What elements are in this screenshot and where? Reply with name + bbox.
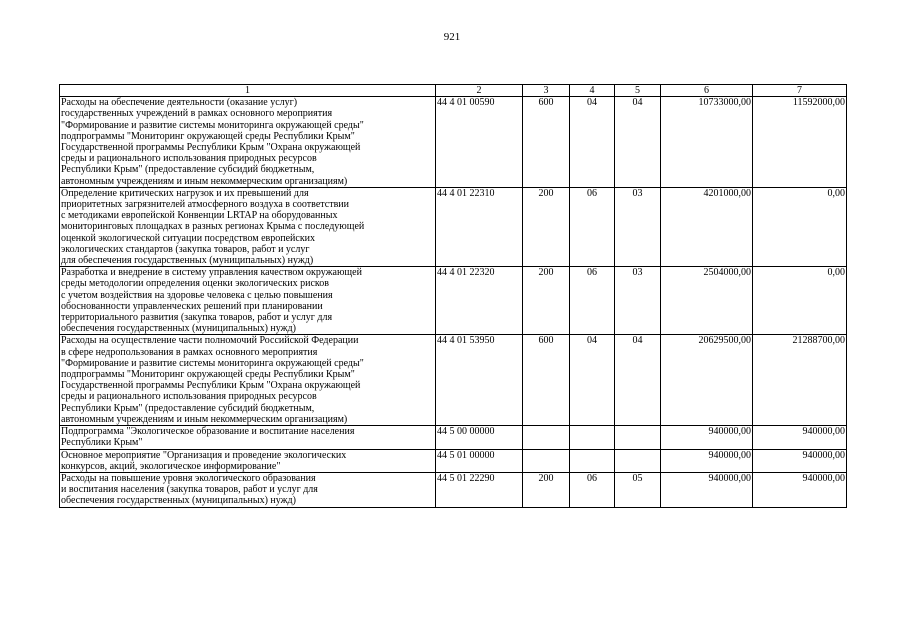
target-code-cell: 44 5 01 22290: [436, 472, 523, 507]
expense-type-cell: 200: [523, 187, 570, 266]
table-row: [60, 335, 847, 426]
section-cell: [570, 426, 615, 449]
amount-year1-cell: 940000,00: [661, 449, 753, 472]
page-number: 921: [443, 31, 461, 43]
subsection-cell: [615, 449, 661, 472]
expense-type-cell: 200: [523, 267, 570, 335]
subsection-cell: 03: [615, 267, 661, 335]
table-header-row: [60, 85, 847, 97]
table-row: [60, 426, 847, 449]
target-code-cell: 44 5 00 00000: [436, 426, 523, 449]
section-cell: 04: [570, 335, 615, 426]
amount-year1-cell: 10733000,00: [661, 97, 753, 188]
expense-type-cell: 600: [523, 335, 570, 426]
target-code-cell: 44 4 01 53950: [436, 335, 523, 426]
subsection-cell: 04: [615, 97, 661, 188]
target-code-cell: 44 4 01 22310: [436, 187, 523, 266]
amount-year2-cell: 0,00: [753, 267, 847, 335]
target-code-cell: 44 4 01 22320: [436, 267, 523, 335]
column-header-1: 1: [60, 85, 436, 97]
subsection-cell: 05: [615, 472, 661, 507]
section-cell: 06: [570, 187, 615, 266]
table-row: [60, 97, 847, 188]
table-row: [60, 449, 847, 472]
column-header-3: 3: [523, 85, 570, 97]
subsection-cell: 03: [615, 187, 661, 266]
expense-name-cell: Разработка и внедрение в систему управления качеством окружающей среды методологии определения оценки экологических рисков с учетом воздействия на здоровье человека с целью повышения обоснованности управленческих решений при планировании территориального развития (закупка товаров, работ и услуг для обеспечения государственных (муниципальных) нужд): [60, 267, 436, 335]
table-row: [60, 267, 847, 335]
expense-type-cell: 600: [523, 97, 570, 188]
column-header-2: 2: [436, 85, 523, 97]
section-cell: 04: [570, 97, 615, 188]
expense-name-cell: Основное мероприятие "Организация и проведение экологических конкурсов, акций, экологическое информирование": [60, 449, 436, 472]
amount-year2-cell: 21288700,00: [753, 335, 847, 426]
expense-name-cell: Определение критических нагрузок и их превышений для приоритетных загрязнителей атмосферного воздуха в соответствии с методиками европейской Конвенции LRTAP на оборудованных мониторинговых площадках в разных регионах Крыма с последующей оценкой экологической ситуации посредством европейских экологических стандартов (закупка товаров, работ и услуг для обеспечения государственных (муниципальных) нужд): [60, 187, 436, 266]
amount-year1-cell: 4201000,00: [661, 187, 753, 266]
section-cell: 06: [570, 472, 615, 507]
column-header-7: 7: [753, 85, 847, 97]
section-cell: [570, 449, 615, 472]
amount-year2-cell: 940000,00: [753, 426, 847, 449]
section-cell: 06: [570, 267, 615, 335]
expense-type-cell: [523, 426, 570, 449]
column-header-5: 5: [615, 85, 661, 97]
amount-year1-cell: 940000,00: [661, 426, 753, 449]
target-code-cell: 44 4 01 00590: [436, 97, 523, 188]
amount-year1-cell: 20629500,00: [661, 335, 753, 426]
expense-name-cell: Расходы на осуществление части полномочий Российской Федерации в сфере недропользования в рамках основного мероприятия "Формирование и развитие системы мониторинга окружающей среды" подпрограммы "Мониторинг окружающей среды Республики Крым" Государственной программы Республики Крым "Охрана окружающей среды и рационального использования природных ресурсов Республики Крым" (предоставление субсидий бюджетным, автономным учреждениям и иным некоммерческим организациям): [60, 335, 436, 426]
amount-year2-cell: 0,00: [753, 187, 847, 266]
table-row: [60, 472, 847, 507]
subsection-cell: 04: [615, 335, 661, 426]
target-code-cell: 44 5 01 00000: [436, 449, 523, 472]
expense-type-cell: 200: [523, 472, 570, 507]
table-row: [60, 187, 847, 266]
expense-name-cell: Расходы на обеспечение деятельности (оказание услуг) государственных учреждений в рамках основного мероприятия "Формирование и развитие системы мониторинга окружающей среды" подпрограммы "Мониторинг окружающей среды Республики Крым" Государственной программы Республики Крым "Охрана окружающей среды и рационального использования природных ресурсов Республики Крым" (предоставление субсидий бюджетным, автономным учреждениям и иным некоммерческим организациям): [60, 97, 436, 188]
amount-year2-cell: 11592000,00: [753, 97, 847, 188]
amount-year1-cell: 940000,00: [661, 472, 753, 507]
budget-table: [59, 84, 847, 508]
expense-name-cell: Подпрограмма "Экологическое образование и воспитание населения Республики Крым": [60, 426, 436, 449]
expense-name-cell: Расходы на повышение уровня экологического образования и воспитания населения (закупка товаров, работ и услуг для обеспечения государственных (муниципальных) нужд): [60, 472, 436, 507]
column-header-6: 6: [661, 85, 753, 97]
amount-year2-cell: 940000,00: [753, 449, 847, 472]
column-header-4: 4: [570, 85, 615, 97]
expense-type-cell: [523, 449, 570, 472]
amount-year1-cell: 2504000,00: [661, 267, 753, 335]
amount-year2-cell: 940000,00: [753, 472, 847, 507]
subsection-cell: [615, 426, 661, 449]
